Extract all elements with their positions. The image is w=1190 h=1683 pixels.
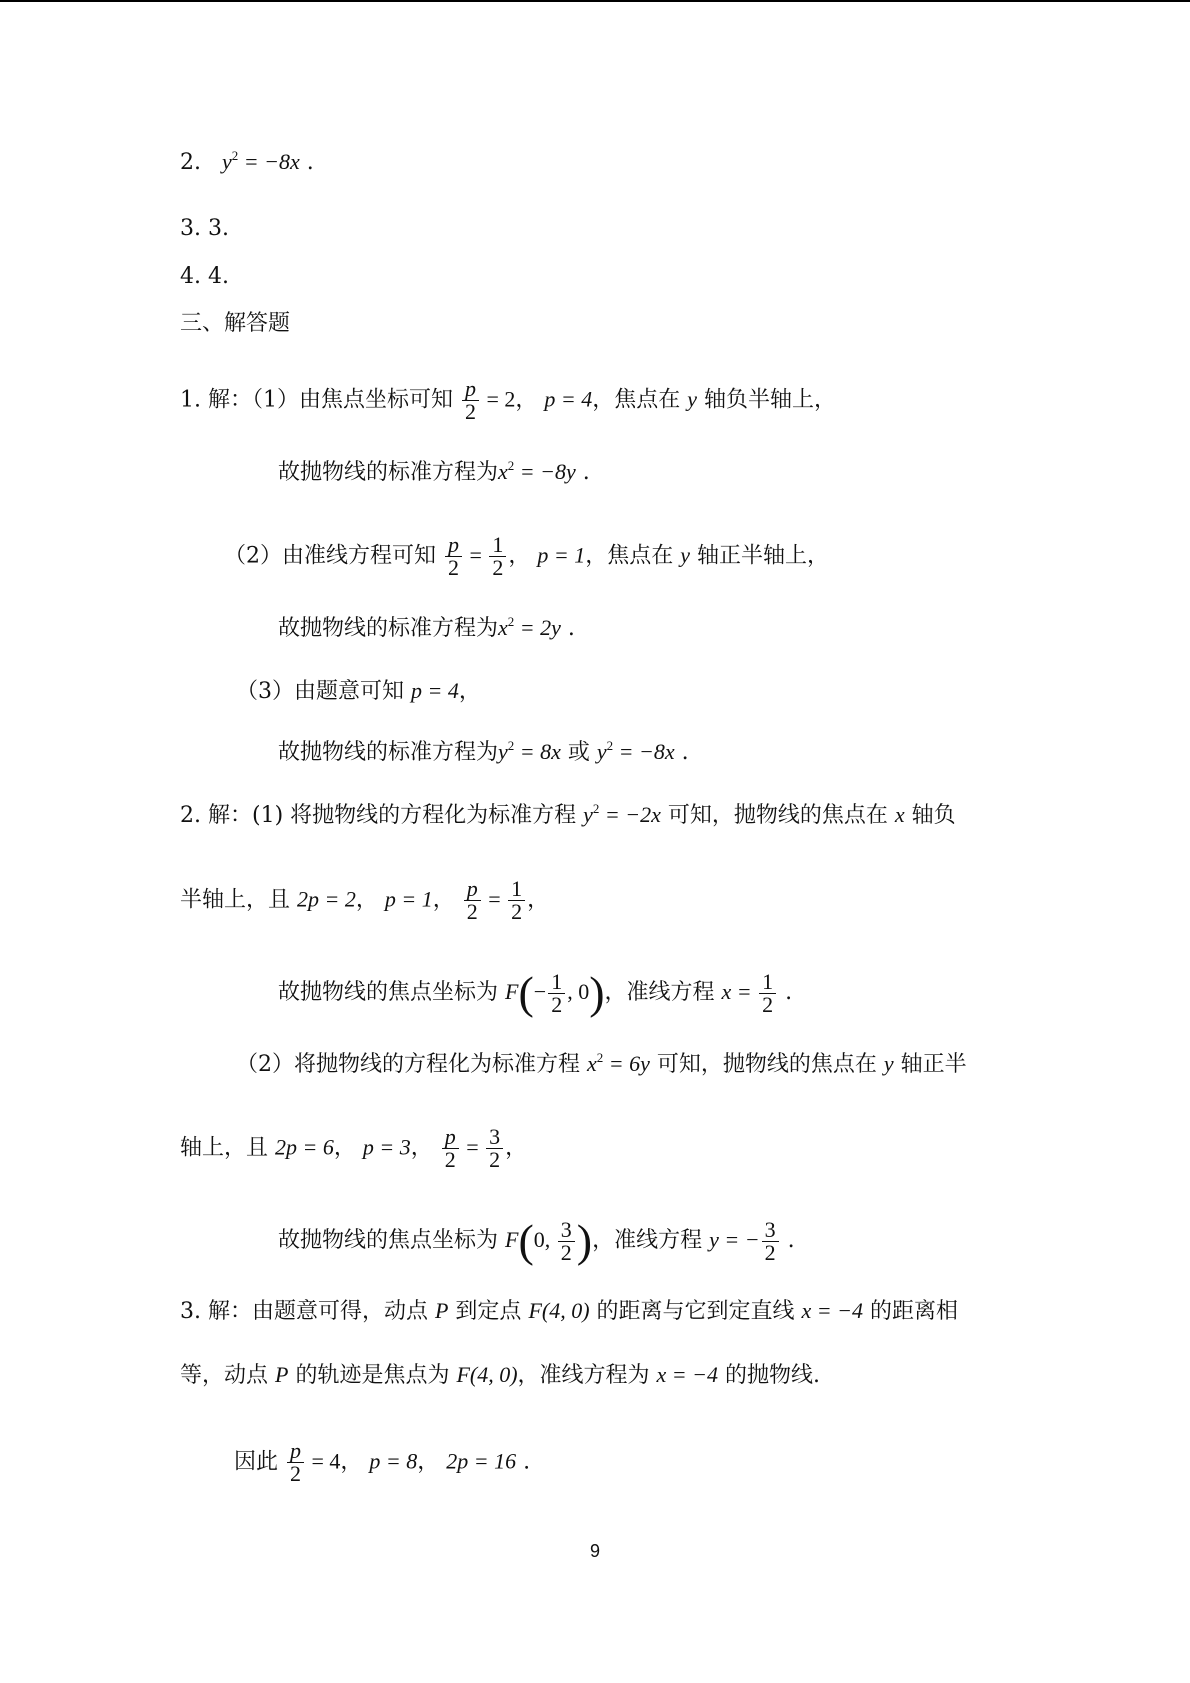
punct: . [674,740,689,765]
exponent: 2 [507,738,515,753]
section-title: 三、解答题 [180,311,291,336]
numerator: 1 [548,971,565,994]
numerator: p [462,378,479,401]
solution-1-part-1-result [278,457,590,488]
denominator: 2 [492,555,504,580]
text: ，准线方程 [604,980,722,1005]
answer-4 [180,262,229,292]
punct: ， [515,387,545,413]
math-var: y [583,802,593,827]
equals: = [460,1134,485,1160]
text: 可知，抛物线的焦点在 [660,803,895,828]
math-expr: , 0 [567,979,590,1004]
left-paren: ( [518,967,534,1018]
punct: ， [340,1449,370,1475]
text: （2）由准线方程可知 [224,543,436,569]
denominator: 2 [290,1461,301,1486]
math-expr: x = [721,979,758,1004]
text: 2. 解：(1) 将抛物线的方程化为标准方程 [180,803,584,828]
page-number: 9 [589,1541,600,1561]
solution-1-part-2 [224,534,829,579]
numerator: p [287,1440,304,1463]
text: 的距离相 [863,1299,958,1324]
fraction [287,1440,304,1485]
denominator: 2 [448,555,459,580]
solution-1-part-2-result [278,613,575,644]
math-var: x [498,459,508,484]
math-expr: F(4, 0) [456,1362,518,1387]
numerator: p [442,1126,459,1149]
math-var: F [505,1227,519,1252]
solution-3-result [234,1440,530,1485]
left-paren: ( [518,1215,534,1266]
exponent: 2 [592,801,600,816]
answer-text: 4. 4. [180,264,229,289]
math-var: y [680,542,691,568]
denominator: 2 [464,399,476,424]
exponent: 2 [606,738,614,753]
solution-2-part-1-cont [180,878,549,923]
math-expr: p = 3 [362,1134,411,1160]
math-expr: = 2y [514,615,561,640]
text: （3）由题意可知 [236,679,411,704]
math-expr: = 8x [514,739,561,764]
solution-1-part-3-result [278,737,689,768]
solution-3-cont [180,1360,820,1391]
math-expr: p = 4 [544,386,593,412]
item-number: 2. [180,150,201,175]
text: 故抛物线的标准方程为 [278,616,499,641]
math-expr: p = 1 [537,542,586,568]
math-var: x [587,1051,597,1076]
text: 半轴上，且 [180,887,297,913]
math-expr: p = 8 [369,1448,418,1474]
punct: . [575,460,590,485]
minus-sign: − [533,979,547,1004]
punct: ， [410,1135,440,1161]
solution-3 [180,1296,958,1327]
text: ，焦点在 [592,387,688,413]
punct: ， [417,1449,447,1475]
solution-2-part-2 [236,1049,967,1080]
math-expr: y = − [709,1227,760,1252]
math-expr: 2p = 6 [275,1134,334,1160]
text: 可知，抛物线的焦点在 [649,1052,884,1077]
numerator: 3 [762,1219,779,1242]
math-expr: = −8y [514,459,576,484]
denominator: 2 [489,1147,501,1172]
text: 或 [560,740,597,765]
punct: ， [355,887,385,913]
math-var: y [596,739,607,764]
fraction [508,878,525,923]
text: 3. 解：由题意可得，动点 [180,1299,435,1324]
punct: . [299,150,314,175]
right-paren: ) [589,967,605,1018]
solution-1-part-1 [180,378,836,423]
denominator: 2 [551,991,563,1017]
denominator: 2 [764,1239,776,1265]
math-var: y [883,1051,894,1076]
fraction [762,1216,779,1265]
text: 的轨迹是焦点为 [288,1363,457,1388]
math-expr: = 6y [603,1051,650,1076]
text: 到定点 [448,1299,529,1324]
math-expr: 0, [533,1227,556,1252]
punct: . [780,1228,795,1253]
fraction [445,534,462,579]
math-var: y [498,739,508,764]
numerator: 3 [486,1126,503,1149]
math-var: x [498,615,508,640]
text: 故抛物线的焦点坐标为 [278,980,505,1005]
math-expr: = −8x [238,149,300,174]
numerator: 1 [759,971,776,994]
numerator: p [445,534,462,557]
math-expr: = −2x [599,802,661,827]
fraction [486,1126,503,1171]
solution-2-part-1-result [278,967,793,1018]
text: 等，动点 [180,1363,275,1388]
punct: ， [333,1135,363,1161]
math-expr: = 2 [480,386,516,412]
math-expr: = −8x [613,739,675,764]
fraction [462,378,479,423]
math-expr: 2p = 16 [446,1448,517,1474]
text: 故抛物线的标准方程为 [278,740,499,765]
math-var: P [275,1362,289,1387]
math-var: F [505,979,519,1004]
math-var: y [687,386,698,412]
text: 轴负 [904,803,956,828]
text: 故抛物线的标准方程为 [278,460,499,485]
answer-2 [180,147,314,178]
punct: ， [432,887,462,913]
text: 故抛物线的焦点坐标为 [278,1228,505,1253]
answer-text: 3. 3. [180,216,229,241]
punct: ， [458,679,481,704]
text: ，准线方程为 [517,1363,657,1388]
math-var: x [894,802,905,827]
fraction [464,878,481,923]
text: ，焦点在 [585,543,681,569]
exponent: 2 [507,614,515,629]
exponent: 2 [507,458,515,473]
text: 轴正半 [893,1052,967,1077]
fraction [759,968,776,1017]
math-var: y [221,149,232,174]
math-expr: x = −4 [801,1298,863,1323]
math-expr: p = 1 [384,886,433,912]
text: 因此 [234,1449,285,1475]
right-paren: ) [576,1215,593,1266]
equals: = [464,542,488,568]
solution-2-part-2-result [278,1215,795,1266]
numerator: 3 [558,1219,575,1242]
math-expr: = 4 [306,1448,341,1474]
math-expr: p = 4 [411,678,459,703]
exponent: 2 [596,1050,604,1065]
math-expr: F(4, 0) [528,1298,590,1323]
text: 的距离与它到定直线 [589,1299,802,1324]
fraction [548,968,565,1017]
denominator: 2 [560,1239,572,1265]
exponent: 2 [231,148,239,163]
top-border-line [0,0,1190,2]
text: （2）将抛物线的方程化为标准方程 [236,1052,587,1077]
text: 轴上，且 [180,1135,275,1161]
punct: ， [508,543,538,569]
equals: = [482,886,507,912]
text: 的抛物线. [718,1363,821,1388]
math-expr: x = −4 [656,1362,719,1387]
math-var: P [434,1298,449,1323]
solution-2-part-1 [180,800,956,831]
text: 1. 解：（1）由焦点坐标可知 [180,387,453,413]
punct: . [560,616,575,641]
fraction [558,1216,575,1265]
punct: . [778,980,793,1005]
fraction [489,534,506,579]
solution-2-part-2-cont [180,1126,527,1171]
section-heading [180,309,290,339]
denominator: 2 [511,899,523,924]
text: 轴正半轴上， [690,543,830,569]
punct: ， [505,1135,528,1161]
punct: . [516,1449,531,1475]
text: ，准线方程 [592,1228,710,1253]
numerator: 1 [508,878,525,901]
text: 轴负半轴上， [697,387,837,413]
math-expr: 2p = 2 [297,886,356,912]
denominator: 2 [762,991,774,1017]
fraction [442,1126,459,1171]
denominator: 2 [466,899,478,924]
punct: ， [527,887,550,913]
solution-1-part-3 [236,676,481,707]
numerator: 1 [489,534,506,557]
answer-3 [180,214,229,244]
numerator: p [464,878,481,901]
denominator: 2 [444,1147,456,1172]
